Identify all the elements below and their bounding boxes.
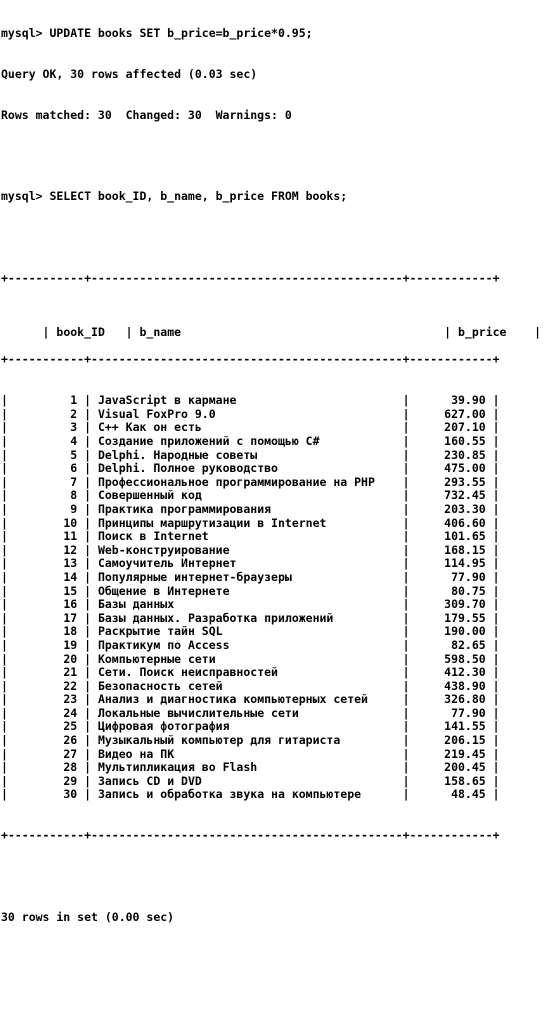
table-row <box>1 775 552 789</box>
table-border-char: | <box>485 692 500 707</box>
table-row <box>1 544 552 558</box>
column-header-book-id: book_ID <box>56 325 119 340</box>
table-border-char: | <box>77 651 98 666</box>
table-border-char: | <box>1 569 15 584</box>
column-header-b-name: b_name <box>139 325 438 340</box>
cell-book-id: 4 <box>14 434 78 448</box>
table-border-char: | <box>1 678 15 693</box>
table-row <box>1 707 552 721</box>
table-border-char: | <box>77 461 98 476</box>
cell-b-price: 160.55 <box>416 434 486 448</box>
table-border-char: | <box>77 488 98 503</box>
table-border-char: | <box>485 773 500 788</box>
cell-b-name: Самоучитель Интернет <box>97 556 396 571</box>
cell-book-id: 18 <box>14 624 78 639</box>
cell-book-id: 28 <box>14 760 78 775</box>
table-border-char: | <box>1 501 15 516</box>
table-border-char: | <box>395 733 417 748</box>
table-border-char: | <box>1 610 15 625</box>
table-header-row <box>1 313 552 340</box>
table-border-char: | <box>485 665 500 680</box>
cell-book-id: 8 <box>14 488 78 503</box>
table-row <box>1 585 552 599</box>
cell-b-name: Совершенный код <box>97 488 396 503</box>
table-border-char: | <box>77 637 98 652</box>
rows-in-set-message: 30 rows in set (0.00 sec) <box>1 909 175 924</box>
table-border-char: | <box>77 515 98 530</box>
table-border-char: | <box>395 542 417 557</box>
table-border-char: | <box>77 624 98 639</box>
table-border-char: | <box>395 501 417 516</box>
table-border-char: | <box>1 760 15 775</box>
table-border-char: | <box>395 556 417 571</box>
table-row <box>1 788 552 802</box>
cell-b-name: Visual FoxPro 9.0 <box>97 406 396 421</box>
table-row <box>1 557 552 571</box>
table-border-char: | <box>437 325 458 340</box>
table-border-char: | <box>395 692 417 707</box>
query-ok-message: Query OK, 30 rows affected (0.03 sec) <box>1 66 258 81</box>
table-border-char: | <box>77 733 98 748</box>
cell-book-id: 5 <box>14 447 78 462</box>
table-border-char: | <box>77 746 98 761</box>
cell-b-price: 627.00 <box>416 406 486 421</box>
table-row <box>1 530 552 544</box>
table-border-char: | <box>1 556 15 571</box>
table-border-char: | <box>395 624 417 639</box>
cell-b-name: Общение в Интернете <box>97 583 396 598</box>
table-border-char: | <box>395 651 417 666</box>
cell-b-price: 230.85 <box>416 447 486 462</box>
cell-b-price: 158.65 <box>416 773 486 788</box>
table-border-char: | <box>1 787 15 802</box>
table-border-char: | <box>77 773 98 788</box>
table-border-char: | <box>395 637 417 652</box>
select-command-line: mysql> SELECT book_ID, b_name, b_price FROM books; <box>1 189 348 204</box>
table-border-char: | <box>485 746 500 761</box>
cell-b-name: Запись CD и DVD <box>97 773 396 788</box>
blank-line <box>1 952 552 966</box>
table-border-char: | <box>395 393 417 408</box>
table-border-char: | <box>485 719 500 734</box>
table-border-char: | <box>485 501 500 516</box>
table-row <box>1 734 552 748</box>
table-border-char: | <box>395 515 417 530</box>
cell-b-price: 48.45 <box>416 787 486 802</box>
table-row <box>1 761 552 775</box>
table-border-char: | <box>77 529 98 544</box>
table-border-char: | <box>527 325 542 340</box>
table-border-char: | <box>395 406 417 421</box>
cell-b-name: Безопасность сетей <box>97 678 396 693</box>
cell-book-id: 9 <box>14 501 78 516</box>
cell-b-name: Мультипликация во Flash <box>97 760 396 775</box>
cell-b-price: 406.60 <box>416 515 486 530</box>
cell-b-price: 77.90 <box>416 705 486 720</box>
table-border-char: | <box>77 705 98 720</box>
table-border-char: | <box>1 597 15 612</box>
cell-b-name: Музыкальный компьютер для гитариста <box>97 733 396 748</box>
cell-b-price: 219.45 <box>416 746 486 761</box>
cell-book-id: 19 <box>14 637 78 652</box>
cell-book-id: 10 <box>14 515 78 530</box>
table-top-border: +-----------+---------------------------------------------+------------+ <box>1 270 500 285</box>
cell-b-price: 412.30 <box>416 665 486 680</box>
cell-b-name: JavaScript в кармане <box>97 393 396 408</box>
cell-b-name: Поиск в Internet <box>97 529 396 544</box>
cell-book-id: 22 <box>14 678 78 693</box>
table-border-char: | <box>395 746 417 761</box>
table-row <box>1 680 552 694</box>
table-border-char: | <box>485 393 500 408</box>
table-border-char: | <box>395 719 417 734</box>
table-border-char: | <box>1 719 15 734</box>
table-border-char: | <box>395 597 417 612</box>
table-border-char: | <box>485 488 500 503</box>
table-border-char: | <box>77 556 98 571</box>
table-border-char: | <box>77 583 98 598</box>
table-border-char: | <box>1 474 15 489</box>
cell-b-name: Практика программирования <box>97 501 396 516</box>
cell-b-name: C++ Как он есть <box>97 420 396 435</box>
table-border-char: | <box>1 529 15 544</box>
table-row <box>1 462 552 476</box>
cell-b-name: Компьютерные сети <box>97 651 396 666</box>
table-row <box>1 653 552 667</box>
table-border-char: | <box>395 705 417 720</box>
table-border-char: | <box>1 637 15 652</box>
cell-book-id: 3 <box>14 420 78 435</box>
table-border-char: | <box>485 461 500 476</box>
cell-b-price: 141.55 <box>416 719 486 734</box>
cell-b-name: Принципы маршрутизации в Internet <box>97 515 396 530</box>
table-border-char: | <box>77 569 98 584</box>
table-border-char: | <box>395 569 417 584</box>
cell-b-price: 732.45 <box>416 488 486 503</box>
table-border-char: | <box>485 556 500 571</box>
table-border-char: | <box>1 542 15 557</box>
table-border-char: | <box>485 406 500 421</box>
rows-matched-message: Rows matched: 30 Changed: 30 Warnings: 0 <box>1 107 292 122</box>
cell-book-id: 6 <box>14 461 78 476</box>
table-row <box>1 720 552 734</box>
cell-b-name: Практикум по Access <box>97 637 396 652</box>
cell-book-id: 26 <box>14 733 78 748</box>
table-border-char: | <box>395 610 417 625</box>
cell-b-name: Раскрытие тайн SQL <box>97 624 396 639</box>
table-border-char: | <box>485 624 500 639</box>
table-border-char: | <box>485 434 500 448</box>
table-row <box>1 408 552 422</box>
table-row <box>1 394 552 408</box>
table-border-char: | <box>77 678 98 693</box>
table-border-char: | <box>1 624 15 639</box>
cell-b-name: Популярные интернет-браузеры <box>97 569 396 584</box>
table-border-char: | <box>77 434 98 448</box>
table-border-char: | <box>395 434 417 448</box>
cell-book-id: 13 <box>14 556 78 571</box>
table-border-char: | <box>485 583 500 598</box>
cell-b-price: 77.90 <box>416 569 486 584</box>
table-border-char: | <box>1 583 15 598</box>
table-border-char: | <box>395 461 417 476</box>
table-border-char: | <box>77 393 98 408</box>
table-border-char: | <box>77 597 98 612</box>
cell-b-price: 190.00 <box>416 624 486 639</box>
table-row <box>1 421 552 435</box>
table-border-char: | <box>1 773 15 788</box>
cell-book-id: 21 <box>14 665 78 680</box>
cell-b-price: 203.30 <box>416 501 486 516</box>
cell-book-id: 16 <box>14 597 78 612</box>
cell-b-price: 82.65 <box>416 637 486 652</box>
cell-book-id: 25 <box>14 719 78 734</box>
table-row <box>1 517 552 531</box>
table-border-char: | <box>1 733 15 748</box>
cell-book-id: 12 <box>14 542 78 557</box>
cell-b-price: 438.90 <box>416 678 486 693</box>
table-border-char: | <box>485 569 500 584</box>
table-border-char: | <box>485 787 500 802</box>
table-row <box>1 666 552 680</box>
cell-book-id: 14 <box>14 569 78 584</box>
table-border-char: | <box>395 678 417 693</box>
table-border-char: | <box>77 665 98 680</box>
table-border-char: | <box>395 474 417 489</box>
table-border-char: | <box>1 515 15 530</box>
table-border-char: | <box>485 474 500 489</box>
table-border-char: | <box>485 515 500 530</box>
cell-b-name: Web-конструирование <box>97 542 396 557</box>
table-border-char: | <box>118 325 140 340</box>
cell-b-name: Базы данных <box>97 597 396 612</box>
table-row <box>1 598 552 612</box>
table-border-char: | <box>1 434 15 448</box>
cell-book-id: 1 <box>14 393 78 408</box>
table-border-char: | <box>1 447 15 462</box>
cell-b-price: 598.50 <box>416 651 486 666</box>
table-row <box>1 612 552 626</box>
table-row <box>1 435 552 449</box>
cell-book-id: 11 <box>14 529 78 544</box>
cell-b-price: 475.00 <box>416 461 486 476</box>
table-border-char: | <box>485 705 500 720</box>
table-border-char: | <box>395 583 417 598</box>
cell-b-name: Сети. Поиск неисправностей <box>97 665 396 680</box>
table-body <box>1 394 552 802</box>
table-border-char: | <box>485 610 500 625</box>
cell-book-id: 23 <box>14 692 78 707</box>
table-border-char: | <box>485 760 500 775</box>
blank-line <box>1 150 552 164</box>
cell-b-name: Видео на ПК <box>97 746 396 761</box>
table-header-separator: +-----------+---------------------------------------------+------------+ <box>1 352 500 367</box>
table-border-char: | <box>77 447 98 462</box>
table-row <box>1 449 552 463</box>
table-border-char: | <box>485 597 500 612</box>
table-border-char: | <box>485 529 500 544</box>
table-border-char: | <box>485 733 500 748</box>
table-border-char: | <box>77 406 98 421</box>
cell-b-name: Создание приложений с помощью C# <box>97 434 396 448</box>
cell-b-name: Базы данных. Разработка приложений <box>97 610 396 625</box>
cell-b-price: 326.80 <box>416 692 486 707</box>
cell-b-price: 114.95 <box>416 556 486 571</box>
table-border-char: | <box>395 529 417 544</box>
table-border-char: | <box>1 651 15 666</box>
table-border-char: | <box>485 542 500 557</box>
table-border-char: | <box>1 665 15 680</box>
cell-b-name: Профессиональное программирование на PHP <box>97 474 396 489</box>
table-border-char: | <box>395 447 417 462</box>
cell-book-id: 24 <box>14 705 78 720</box>
table-bottom-border: +-----------+---------------------------------------------+------------+ <box>1 828 500 843</box>
table-border-char: | <box>1 420 15 435</box>
table-border-char: | <box>1 692 15 707</box>
table-border-char: | <box>1 705 15 720</box>
cell-b-price: 80.75 <box>416 583 486 598</box>
cell-b-price: 206.15 <box>416 733 486 748</box>
cell-b-price: 39.90 <box>416 393 486 408</box>
table-border-char: | <box>395 787 417 802</box>
table-border-char: | <box>77 787 98 802</box>
column-header-b-price: b_price <box>458 325 528 340</box>
cell-b-name: Delphi. Полное руководство <box>97 461 396 476</box>
table-border-char: | <box>1 406 15 421</box>
table-border-char: | <box>77 474 98 489</box>
cell-b-name: Анализ и диагностика компьютерных сетей <box>97 692 396 707</box>
table-border-char: | <box>485 447 500 462</box>
table-row <box>1 489 552 503</box>
cell-b-name: Delphi. Народные советы <box>97 447 396 462</box>
cell-b-price: 293.55 <box>416 474 486 489</box>
table-border-char: | <box>485 678 500 693</box>
cell-b-price: 168.15 <box>416 542 486 557</box>
table-border-char: | <box>485 637 500 652</box>
cell-b-name: Цифровая фотография <box>97 719 396 734</box>
cell-book-id: 29 <box>14 773 78 788</box>
table-row <box>1 748 552 762</box>
mysql-prompt[interactable] <box>1 992 552 1006</box>
table-border-char: | <box>395 488 417 503</box>
table-border-char: | <box>77 610 98 625</box>
table-border-char: | <box>77 420 98 435</box>
update-command-line: mysql> UPDATE books SET b_price=b_price*0.95; <box>1 26 313 41</box>
cell-book-id: 17 <box>14 610 78 625</box>
table-border-char: | <box>77 760 98 775</box>
table-border-char: | <box>485 420 500 435</box>
cell-book-id: 2 <box>14 406 78 421</box>
cell-book-id: 20 <box>14 651 78 666</box>
table-border-char: | <box>77 692 98 707</box>
table-border-char: | <box>395 773 417 788</box>
cell-book-id: 30 <box>14 787 78 802</box>
result-table <box>1 245 552 870</box>
cell-b-name: Локальные вычислительные сети <box>97 705 396 720</box>
table-border-char: | <box>1 746 15 761</box>
table-border-char: | <box>395 665 417 680</box>
cell-b-price: 101.65 <box>416 529 486 544</box>
table-row <box>1 503 552 517</box>
cell-book-id: 27 <box>14 746 78 761</box>
table-row <box>1 639 552 653</box>
cell-b-price: 179.55 <box>416 610 486 625</box>
table-row <box>1 571 552 585</box>
table-border-char: | <box>1 393 15 408</box>
table-row <box>1 625 552 639</box>
table-border-char: | <box>77 501 98 516</box>
cell-book-id: 15 <box>14 583 78 598</box>
cell-b-price: 207.10 <box>416 420 486 435</box>
table-row <box>1 693 552 707</box>
table-border-char: | <box>42 325 57 340</box>
table-border-char: | <box>77 542 98 557</box>
table-border-char: | <box>395 760 417 775</box>
cell-book-id: 7 <box>14 474 78 489</box>
table-row <box>1 476 552 490</box>
cell-b-price: 309.70 <box>416 597 486 612</box>
cell-b-name: Запись и обработка звука на компьютере <box>97 787 396 802</box>
table-border-char: | <box>1 461 15 476</box>
table-border-char: | <box>1 488 15 503</box>
table-border-char: | <box>77 719 98 734</box>
cell-b-price: 200.45 <box>416 760 486 775</box>
table-border-char: | <box>485 651 500 666</box>
table-border-char: | <box>395 420 417 435</box>
